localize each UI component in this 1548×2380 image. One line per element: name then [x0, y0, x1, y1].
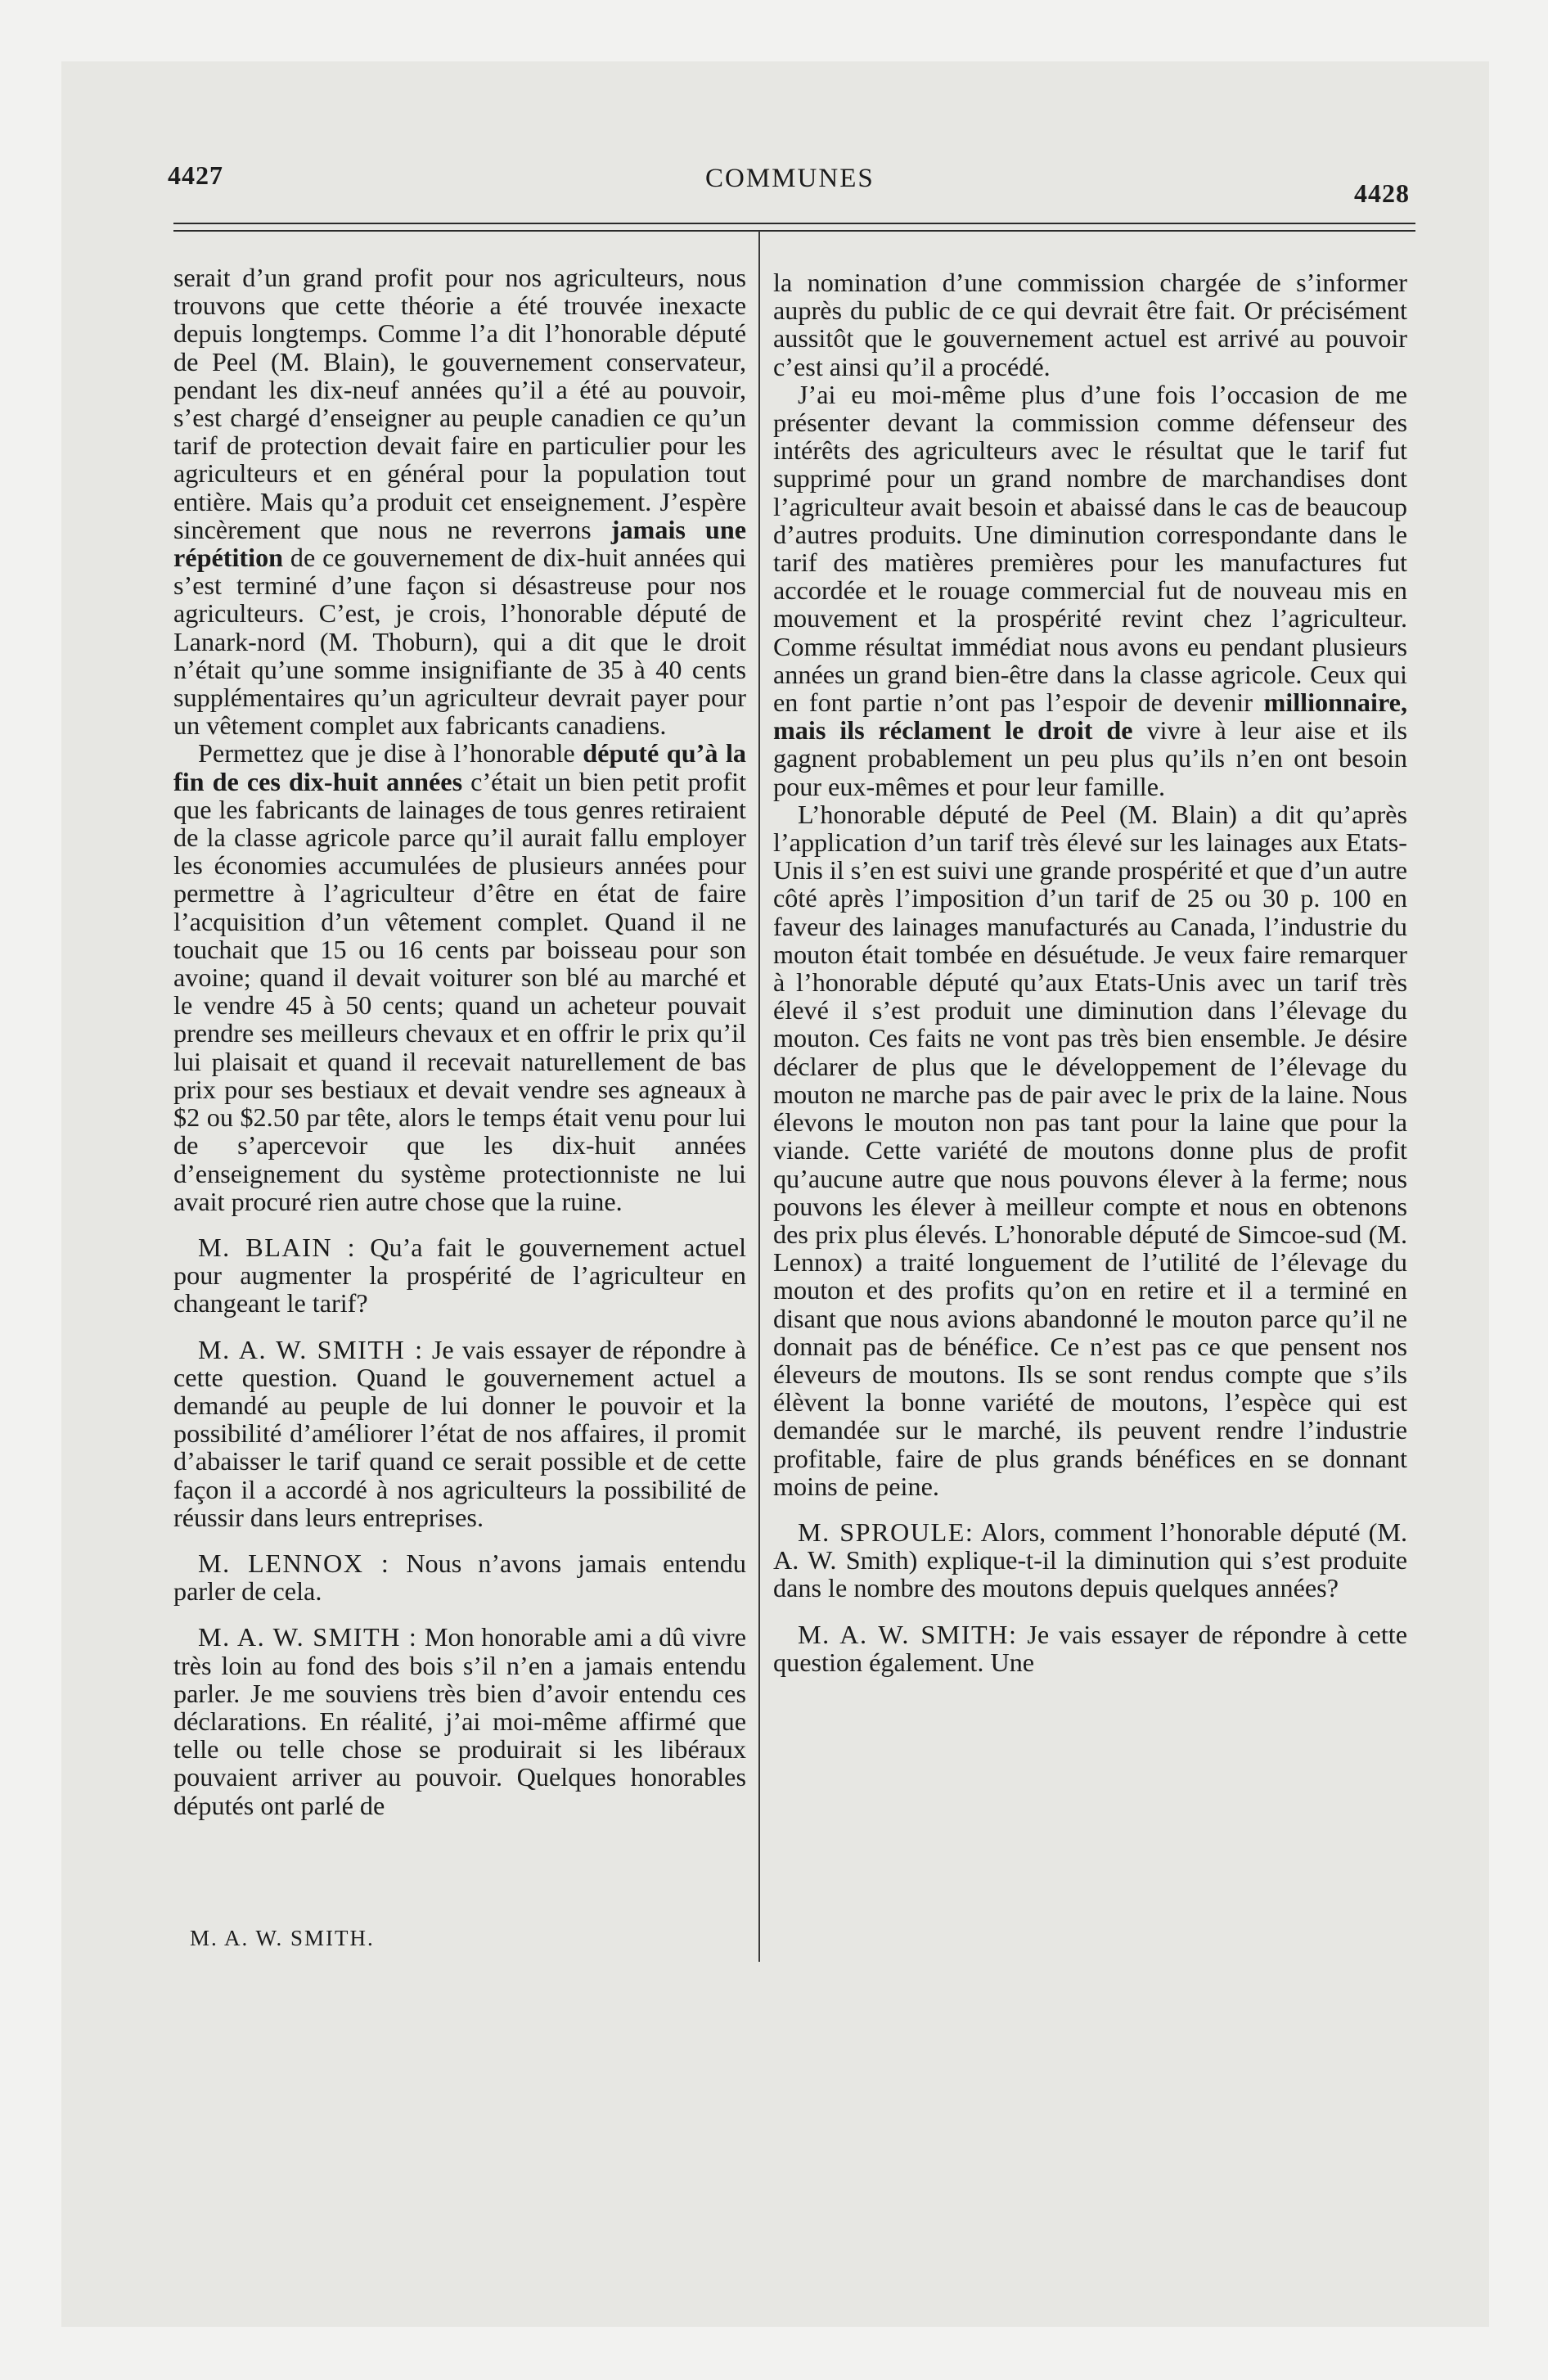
- speech-text: Qu’a fait le gouvernement actuel pour augmenter la prospérité de l’agriculteur en changeant le tarif?: [173, 1232, 747, 1318]
- paragraph: la nomination d’une commission chargée de s’informer auprès du public de ce qui devrait être fait. Or précisément aussitôt que le gouvernement actuel est arrivé au pouvoir c’est ainsi qu’il a procédé.: [773, 268, 1407, 381]
- left-page-number: 4427: [168, 160, 223, 190]
- paragraph-text: de ce gouvernement de dix-huit années qui s’est terminé d’une façon si désastreuse pour nos agriculteurs. C’est, je crois, l’honorable député de Lanark-nord (M. Thoburn), qui a dit que le droit n’était qu’une somme insignifiante de 35 à 40 cents supplémentaires qu’un agriculteur devrait payer pour un vêtement complet aux fabricants canadiens.: [173, 543, 747, 741]
- speech-text: Mon honorable ami a dû vivre très loin au fond des bois s’il n’en a jamais entendu parler. Je me souviens très bien d’avoir entendu ces déclarations. En réalité, j’ai moi-même affirmé que telle ou telle chose se produirait si les libéraux pouvaient arriver au pouvoir. Quelques honorables députés ont parlé de: [173, 1622, 746, 1820]
- speech-paragraph: [773, 1620, 1407, 1676]
- speaker-name: M. A. W. SMITH:: [798, 1619, 1018, 1649]
- paragraph-text: vivre à leur aise et ils gagnent probablement un peu plus qu’ils n’en ont besoin pour eux-mêmes et pour leur famille.: [773, 715, 1408, 801]
- speech-paragraph: [173, 1336, 746, 1531]
- paragraph: [773, 381, 1407, 800]
- bold-text: jamais une répétition: [173, 514, 747, 573]
- paragraph-text: serait d’un grand profit pour nos agriculteurs, nous trouvons que cette théorie a été trouvée inexacte depuis longtemps. Comme l’a dit l’honorable député de Peel (M. Blain), le gouvernement conservateur, pendant les dix-neuf années qu’il a été au pouvoir, s’est chargé d’enseigner au peuple canadien ce qu’un tarif de protection devait faire en particulier pour les agriculteurs et en général pour la population tout entière. Mais qu’a produit cet enseignement. J’espère sincèrement que nous ne reverrons: [173, 263, 746, 544]
- footer-speaker-name: M. A. W. SMITH.: [190, 1926, 375, 1950]
- bold-text: millionnaire, mais ils réclament le droit de: [773, 687, 1407, 746]
- speech-paragraph: [173, 1549, 746, 1605]
- left-column: [173, 264, 746, 1819]
- speaker-name: M. BLAIN :: [198, 1232, 357, 1262]
- paragraph: L’honorable député de Peel (M. Blain) a dit qu’après l’application d’un tarif très élevé sur les lainages aux Etats-Unis il s’en est suivi une grande prospérité et que d’un autre côté après l’imposition d’un tarif de 25 ou 30 p. 100 en faveur des lainages manufacturés au Canada, l’industrie du mouton était tombée en désuétude. Je veux faire remarquer à l’honorable député qu’aux Etats-Unis avec un tarif très élevé il s’est produit une diminution dans l’élevage du mouton. Ces faits ne vont pas très bien ensemble. Je désire déclarer de plus que le développement de l’élevage du mouton ne marche pas de pair avec le prix de la laine. Nous élevons le mouton non pas tant pour la laine que pour la viande. Cette variété de moutons donne plus de profit qu’aucune autre que nous pouvons élever à la ferme; nous pouvons les élever à meilleur compte et nous en obtenons des prix plus élevés. L’honorable député de Simcoe-sud (M. Lennox) a traité longuement de l’utilité de l’élevage du mouton et des profits qu’on en retire et il a terminé en disant que nous avions abandonné le mouton parce qu’il ne donnait pas de bénéfice. Ce n’est pas ce que pensent nos éleveurs de moutons. Ils se sont rendus compte que s’ils élèvent la bonne variété de moutons, l’espèce qui est demandée sur le marché, ils peuvent rendre l’industrie profitable, faire de plus grands bénéfices en se donnant moins de peine.: [773, 799, 1407, 1501]
- speech-text: Je vais essayer de répondre à cette question. Quand le gouvernement actuel a demandé au peuple de lui donner le pouvoir et la possibilité d’améliorer l’état de nos affaires, il promit d’abaisser le tarif quand ce serait possible et de cette façon il a accordé à nos agriculteurs la possibilité de réussir dans leurs entreprises.: [173, 1334, 747, 1532]
- speaker-name: M. A. W. SMITH :: [198, 1334, 424, 1364]
- speech-text: Nous n’avons jamais entendu parler de cela.: [173, 1548, 746, 1607]
- speech-text: Je vais essayer de répondre à cette question également. Une: [773, 1619, 1407, 1677]
- paragraph: [173, 739, 746, 1215]
- speech-paragraph: [173, 1233, 746, 1318]
- speech-text: Alors, comment l’honorable député (M. A. W. Smith) explique-t-il la diminution qui s’est produite dans le nombre des moutons depuis quelques années?: [773, 1517, 1407, 1603]
- paragraph-text: c’était un bien petit profit que les fabricants de lainages de tous genres retiraient de la classe agricole parce qu’il aurait fallu employer les économies accumulées de plusieurs années pour permettre à l’agriculteur d’être en état de faire l’acquisition d’un vêtement complet. Quand il ne touchait que 15 ou 16 cents par boisseau pour son avoine; quand il devait voiturer son blé au marché et le vendre 45 à 50 cents; quand un acheteur pouvait prendre ses meilleurs chevaux et en offrir le prix qu’il lui plaisait et quand il recevait naturellement de bas prix pour ses bestiaux et devait vendre ses agneaux à $2 ou $2.50 par tête, alors le temps était venu pour lui de s’apercevoir que les dix-huit années d’enseignement du système protectionniste ne lui avait procuré rien autre chose que la ruine.: [173, 766, 747, 1216]
- paragraph-text: Permettez que je dise à l’honorable: [198, 738, 575, 769]
- speaker-name: M. SPROULE:: [798, 1517, 974, 1547]
- running-title: COMMUNES: [705, 164, 875, 193]
- paragraph-text: J’ai eu moi-même plus d’une fois l’occasion de me présenter devant la commission comme défenseur des intérêts des agriculteurs avec le résultat que le tarif fut supprimé pour un grand nombre de marchandises dont l’agriculteur avait besoin et abaissé dans le cas de beaucoup d’autres produits. Une diminution correspondante dans le tarif des matières premières pour les manufactures fut accordée et le rouage commercial fut de nouveau mis en mouvement et la prospérité revint chez l’agriculteur. Comme résultat immédiat nous avons eu pendant plusieurs années un grand bien-être dans la classe agricole. Ceux qui en font partie n’ont pas l’espoir de devenir: [773, 379, 1407, 718]
- bold-text: député qu’à la fin de ces dix-huit années: [173, 738, 747, 796]
- column-divider: [758, 231, 760, 1962]
- header-rule-bottom: [173, 230, 1415, 232]
- right-page-number: 4428: [1354, 178, 1410, 208]
- speaker-name: M. LENNOX :: [198, 1548, 390, 1578]
- header-rule-top: [173, 223, 1415, 224]
- paragraph: [173, 264, 746, 739]
- speech-paragraph: [773, 1518, 1407, 1602]
- speaker-name: M. A. W. SMITH :: [198, 1622, 418, 1652]
- right-column: [773, 268, 1407, 1676]
- speech-paragraph: [173, 1623, 746, 1819]
